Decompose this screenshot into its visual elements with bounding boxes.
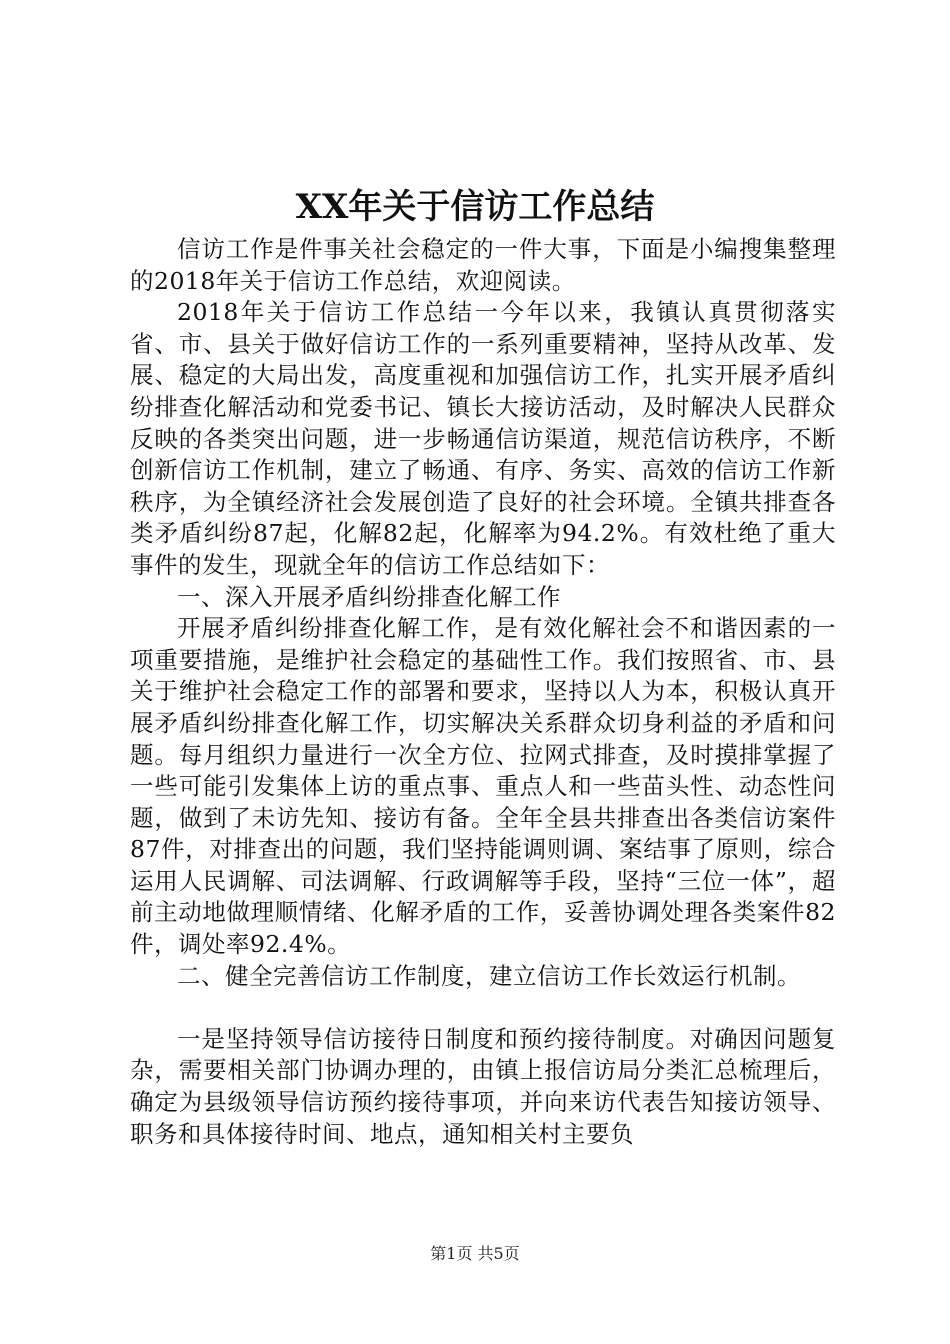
section-two-paragraph: 一是坚持领导信访接待日制度和预约接待制度。对确因问题复杂，需要相关部门协调办理的，由镇上报信访局分类汇总梳理后，确定为县级领导信访预约接待事项，并向来访代表告知接访领导、职务和具体接待时间、地点，通知相关村主要负	[130, 1024, 836, 1148]
document-title: XX年关于信访工作总结	[295, 187, 655, 227]
section-heading-two: 二、健全完善信访工作制度，建立信访工作长效运行机制。	[177, 961, 801, 990]
page-number-footer: 第1页 共5页	[430, 1244, 520, 1263]
document-body	[130, 234, 836, 1150]
summary-paragraph: 2018年关于信访工作总结一今年以来，我镇认真贯彻落实省、市、县关于做好信访工作的一系列重要精神，坚持从改革、发展、稳定的大局出发，高度重视和加强信访工作，扎实开展矛盾纠纷排查化解活动和党委书记、镇长大接访活动，及时解决人民群众反映的各类突出问题，进一步畅通信访渠道，规范信访秩序，不断创新信访工作机制，建立了畅通、有序、务实、高效的信访工作新秩序，为全镇经济社会发展创造了良好的社会环境。全镇共排查各类矛盾纠纷87起，化解82起，化解率为94.2%。有效杜绝了重大事件的发生，现就全年的信访工作总结如下：	[130, 298, 836, 579]
intro-paragraph: 信访工作是件事关社会稳定的一件大事，下面是小编搜集整理的2018年关于信访工作总结，欢迎阅读。	[130, 235, 836, 295]
section-heading-one: 一、深入开展矛盾纠纷排查化解工作	[177, 582, 561, 611]
section-one-paragraph: 开展矛盾纠纷排查化解工作，是有效化解社会不和谐因素的一项重要措施，是维护社会稳定的基础性工作。我们按照省、市、县关于维护社会稳定工作的部署和要求，坚持以人为本，积极认真开展矛盾纠纷排查化解工作，切实解决关系群众切身利益的矛盾和问题。每月组织力量进行一次全方位、拉网式排查，及时摸排掌握了一些可能引发集体上访的重点事、重点人和一些苗头性、动态性问题，做到了未访先知、接访有备。全年全县共排查出各类信访案件87件，对排查出的问题，我们坚持能调则调、案结事了原则，综合运用人民调解、司法调解、行政调解等手段，坚持“三位一体”，超前主动地做理顺情绪、化解矛盾的工作，妥善协调处理各类案件82件，调处率92.4%。	[130, 614, 836, 959]
